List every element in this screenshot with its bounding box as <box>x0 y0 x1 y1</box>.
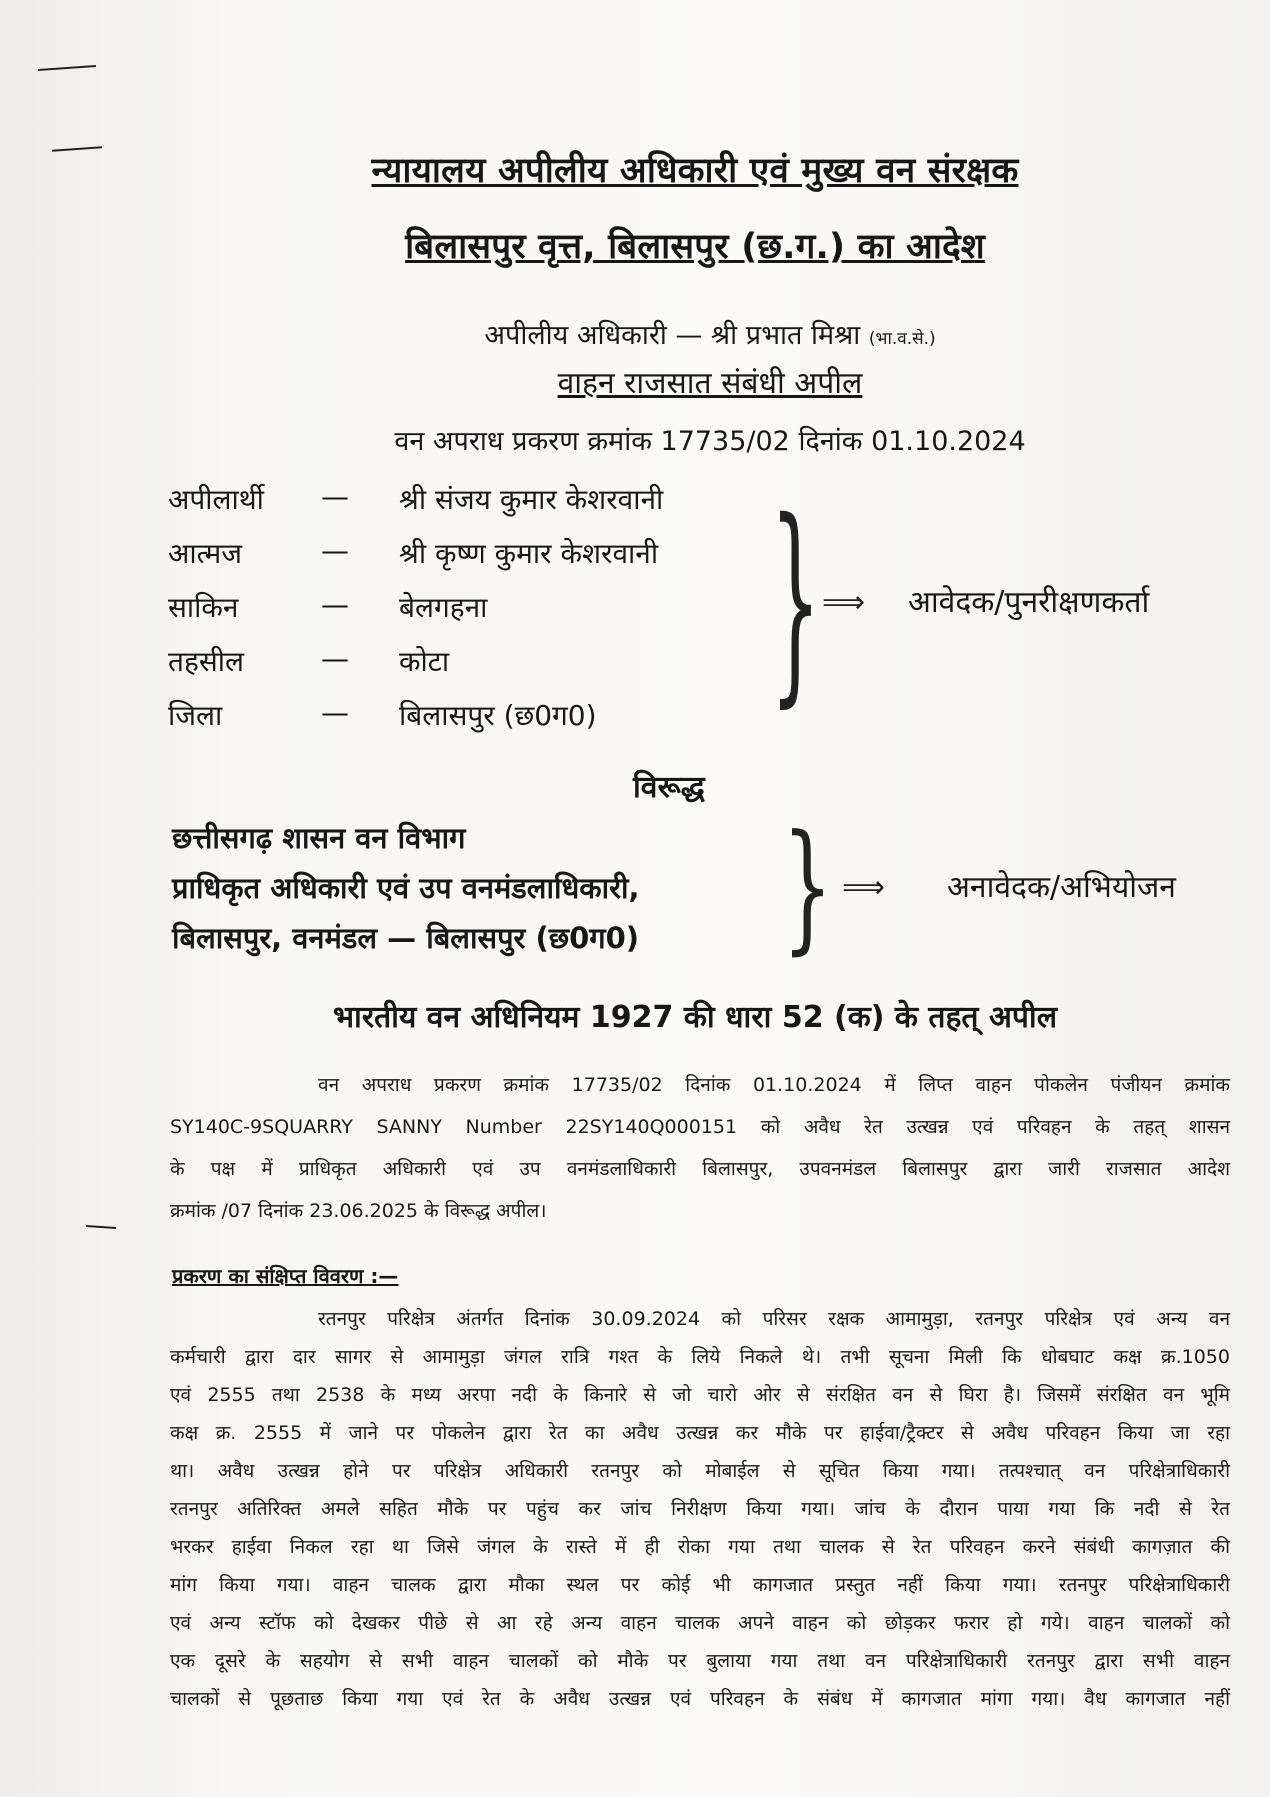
brief-line: रतनपुर परिक्षेत्र अंतर्गत दिनांक 30.09.2024 को परिसर रक्षक आमामुड़ा, रतनपुर परिक्षेत्र एवं अन्य वन <box>318 1308 1230 1330</box>
margin-ink-mark <box>38 65 96 71</box>
case-reference: वन अपराध प्रकरण क्रमांक 17735/02 दिनांक 01.10.2024 <box>394 426 1026 457</box>
respondent-arrow: ⟹ <box>842 870 886 905</box>
brief-line: एवं 2555 तथा 2538 के मध्य अरपा नदी के किनारे से जो चारो ओर से संरक्षित वन से घिरा है। जिसमें संरक्षित वन भूमि <box>170 1384 1230 1406</box>
tehsil-value: कोटा <box>399 645 450 678</box>
appellant-role: आवेदक/पुनरीक्षणकर्ता <box>908 585 1150 620</box>
residence-row <box>168 588 808 636</box>
district-row <box>168 696 808 744</box>
parentage-label: आत्मज <box>168 537 243 570</box>
brief-line: कर्मचारी द्वारा दार सागर से आमामुड़ा जंगल रात्रि गश्त के लिये निकले थे। तभी सूचना मिली कि धोबघाट कक्ष क्र.1050 <box>170 1346 1230 1368</box>
residence-value: बेलगहना <box>399 591 488 624</box>
brief-line: एवं अन्य स्टॉफ को देखकर पीछे से आ रहे अन्य वाहन चालक अपने वाहन को छोड़कर फरार हो गये। वाहन चालकों को <box>170 1612 1230 1634</box>
appellant-dash: — <box>321 480 349 513</box>
respondent-line-1: छत्तीसगढ़ शासन वन विभाग <box>172 821 466 855</box>
intro-line: के पक्ष में प्राधिकृत अधिकारी एवं उप वनमंडलाधिकारी बिलासपुर, उपवनमंडल बिलासपुर द्वारा जारी राजसात आदेश <box>170 1158 1230 1180</box>
appellant-label: अपीलार्थी <box>168 483 264 516</box>
brief-line: मांग किया गया। वाहन चालक द्वारा मौका स्थल पर कोई भी कागजात प्रस्तुत नहीं किया गया। रतनपुर परिक्षेत्राधिकारी <box>170 1574 1230 1596</box>
intro-line: SY140C-9SQUARRY SANNY Number 22SY140Q000151 को अवैध रेत उत्खन्न एवं परिवहन के तहत् शासन <box>170 1116 1230 1138</box>
appellate-officer: अपीलीय अधिकारी — श्री प्रभात मिश्रा <box>484 320 861 351</box>
appellant-row <box>168 480 808 528</box>
brief-heading: प्रकरण का संक्षिप्त विवरण :— <box>172 1264 399 1288</box>
district-label: जिला <box>168 699 223 732</box>
margin-ink-mark <box>86 1225 116 1229</box>
officer-service: (भा.व.से.) <box>868 329 936 349</box>
intro-line: वन अपराध प्रकरण क्रमांक 17735/02 दिनांक 01.10.2024 में लिप्त वाहन पोकलेन पंजीयन क्रमांक <box>318 1074 1230 1096</box>
father-name: श्री कृष्ण कुमार केशरवानी <box>399 537 659 570</box>
district-value: बिलासपुर (छ0ग0) <box>399 699 597 732</box>
brief-line: भरकर हाईवा निकल रहा था जिसे जंगल के रास्ते में ही रोका गया तथा चालक से रेत परिवहन करने संबंधी कागज़ात की <box>170 1536 1230 1558</box>
respondent-brace: } <box>782 805 833 968</box>
appellate-officer-line <box>160 315 1260 352</box>
respondent-role: अनावेदक/अभियोजन <box>947 870 1176 905</box>
district-dash: — <box>321 696 349 729</box>
appellant-brace: } <box>770 475 821 727</box>
residence-dash: — <box>321 588 349 621</box>
brief-line: था। अवैध उत्खन्न होने पर परिक्षेत्र अधिकारी रतनपुर को मोबाईल से सूचित किया गया। तत्पश्चात् वन परिक्षेत्राधिकारी <box>170 1460 1230 1482</box>
tehsil-label: तहसील <box>168 645 244 678</box>
parentage-dash: — <box>321 534 349 567</box>
brief-line: एक दूसरे के सहयोग से सभी वाहन चालकों को मौके पर बुलाया गया तथा वन परिक्षेत्राधिकारी रतनपुर द्वारा सभी वाहन <box>170 1650 1230 1672</box>
versus-label: विरूद्ध <box>633 770 705 805</box>
court-title-line-2: बिलासपुर वृत्त, बिलासपुर (छ.ग.) का आदेश <box>405 227 985 267</box>
tehsil-row <box>168 642 808 690</box>
brief-line: रतनपुर अतिरिक्त अमले सहित मौके पर पहुंच कर जांच निरीक्षण किया गया। जांच के दौरान पाया गया कि नदी से रेत <box>170 1498 1230 1520</box>
intro-line: क्रमांक /07 दिनांक 23.06.2025 के विरूद्ध अपील। <box>170 1200 547 1222</box>
residence-label: साकिन <box>168 591 239 624</box>
brief-line: चालकों से पूछताछ किया गया एवं रेत के अवैध उत्खन्न एवं परिवहन के संबंध में कागजात मांगा गया। वैध कागजात नहीं <box>170 1688 1230 1710</box>
appellant-arrow: ⟹ <box>822 585 866 620</box>
tehsil-dash: — <box>321 642 349 675</box>
margin-ink-mark <box>52 146 102 151</box>
brief-line: कक्ष क्र. 2555 में जाने पर पोकलेन द्वारा रेत का अवैध उत्खन्न कर मौके पर हाईवा/ट्रैक्टर से अवैध परिवहन किया जा रहा <box>170 1422 1230 1444</box>
court-title-line-1: न्यायालय अपीलीय अधिकारी एवं मुख्य वन संरक्षक <box>371 151 1019 191</box>
appeal-subject: वाहन राजसात संबंधी अपील <box>557 366 863 401</box>
respondent-line-3: बिलासपुर, वनमंडल — बिलासपुर (छ0ग0) <box>172 921 640 955</box>
respondent-line-2: प्राधिकृत अधिकारी एवं उप वनमंडलाधिकारी, <box>172 871 640 905</box>
appellant-name: श्री संजय कुमार केशरवानी <box>399 483 664 516</box>
law-heading: भारतीय वन अधिनियम 1927 की धारा 52 (क) के तहत् अपील <box>332 1000 1058 1035</box>
parentage-row <box>168 534 808 582</box>
